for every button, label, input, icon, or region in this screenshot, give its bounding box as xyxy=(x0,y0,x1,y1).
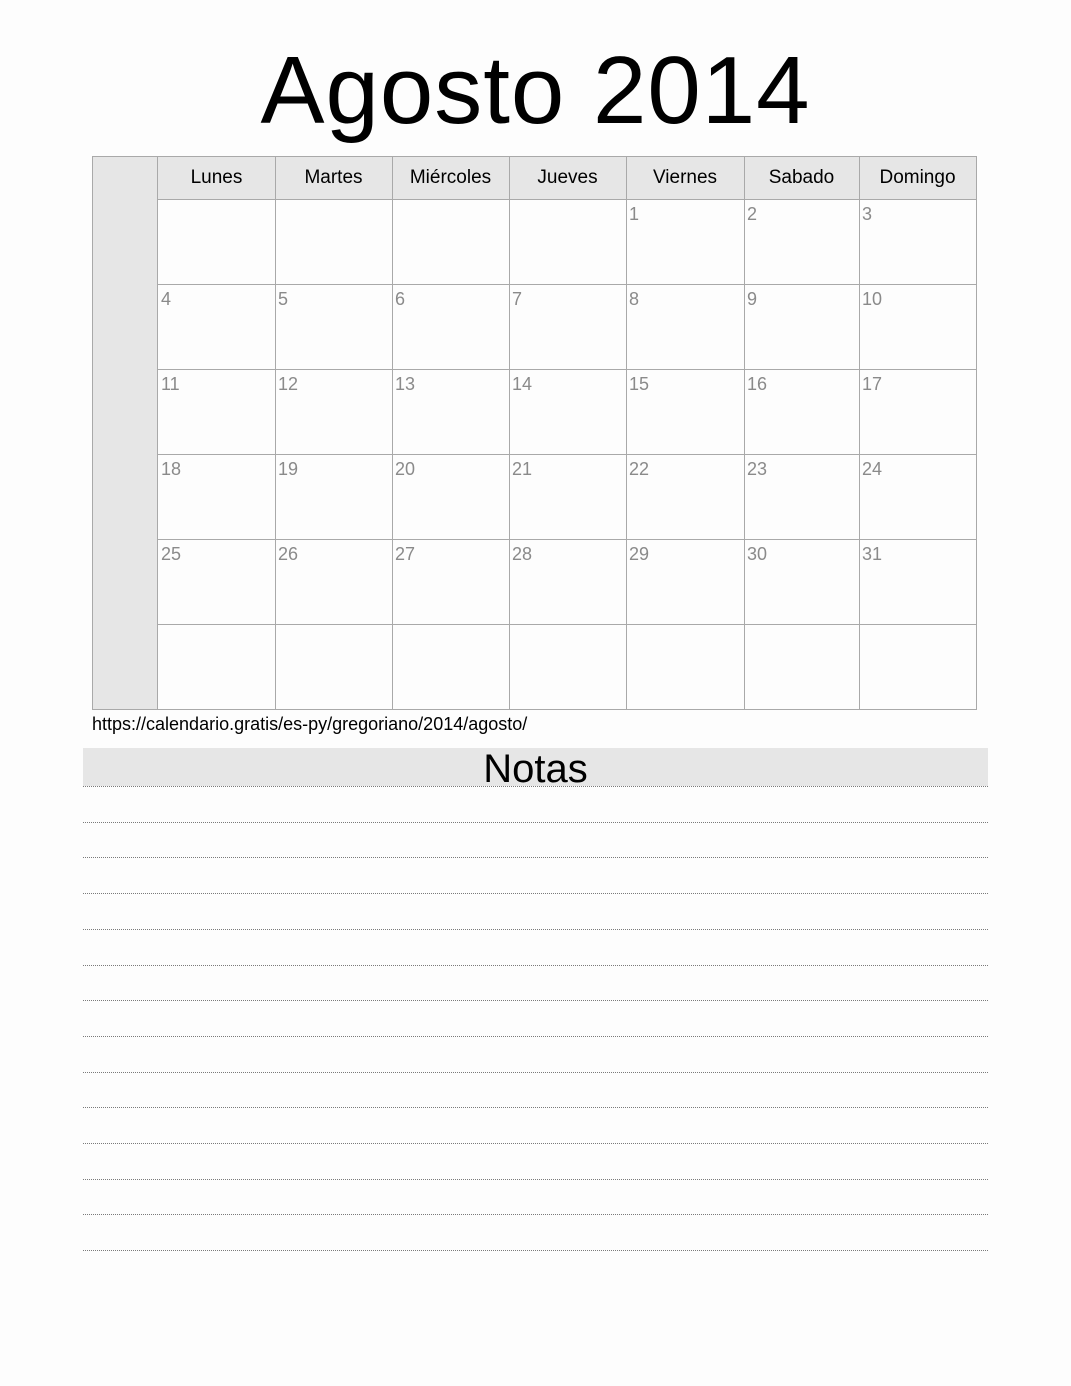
day-cell xyxy=(275,455,392,540)
week-number-column xyxy=(93,157,158,709)
day-number: 16 xyxy=(747,374,768,394)
day-cell xyxy=(275,540,392,625)
note-line[interactable] xyxy=(83,965,988,966)
column-divider xyxy=(392,157,393,709)
day-number: 31 xyxy=(862,544,883,564)
note-line[interactable] xyxy=(83,1000,988,1001)
day-cell xyxy=(626,200,744,285)
day-cell xyxy=(275,200,392,285)
day-cell xyxy=(509,455,626,540)
day-cell xyxy=(509,370,626,455)
weekday-header: Domingo xyxy=(859,157,976,200)
day-cell xyxy=(744,285,859,370)
weekday-header: Viernes xyxy=(626,157,744,200)
notes-heading: Notas xyxy=(83,748,988,786)
day-number: 22 xyxy=(629,459,650,479)
note-line[interactable] xyxy=(83,786,988,787)
day-number: 28 xyxy=(512,544,533,564)
day-cell xyxy=(275,285,392,370)
column-divider xyxy=(275,157,276,709)
day-number: 12 xyxy=(278,374,299,394)
day-cell xyxy=(158,540,275,625)
day-cell xyxy=(509,200,626,285)
calendar-days xyxy=(158,157,976,709)
note-line[interactable] xyxy=(83,1250,988,1251)
source-url[interactable]: https://calendario.gratis/es-py/gregoriano/2014/agosto/ xyxy=(92,714,528,734)
day-cell xyxy=(626,625,744,710)
note-line[interactable] xyxy=(83,1107,988,1108)
day-number: 5 xyxy=(278,289,289,309)
day-cell xyxy=(859,285,976,370)
day-cell xyxy=(158,455,275,540)
column-divider xyxy=(859,157,860,709)
day-cell xyxy=(744,540,859,625)
day-cell xyxy=(509,540,626,625)
column-divider xyxy=(744,157,745,709)
day-number: 1 xyxy=(629,204,640,224)
day-cell xyxy=(859,540,976,625)
note-line[interactable] xyxy=(83,1036,988,1037)
note-line[interactable] xyxy=(83,1179,988,1180)
day-number: 2 xyxy=(747,204,758,224)
weekday-header: Martes xyxy=(275,157,392,200)
note-line[interactable] xyxy=(83,1214,988,1215)
day-cell xyxy=(626,455,744,540)
weekday-header: Lunes xyxy=(158,157,275,200)
column-divider xyxy=(626,157,627,709)
day-cell xyxy=(275,370,392,455)
day-number: 18 xyxy=(161,459,182,479)
day-cell xyxy=(744,370,859,455)
day-cell xyxy=(626,540,744,625)
day-number: 10 xyxy=(862,289,883,309)
day-number: 19 xyxy=(278,459,299,479)
day-cell xyxy=(744,455,859,540)
day-number: 15 xyxy=(629,374,650,394)
note-line[interactable] xyxy=(83,1143,988,1144)
day-number: 21 xyxy=(512,459,533,479)
note-line[interactable] xyxy=(83,822,988,823)
day-cell xyxy=(392,370,509,455)
day-number: 23 xyxy=(747,459,768,479)
day-number: 24 xyxy=(862,459,883,479)
day-cell xyxy=(859,370,976,455)
weekday-header: Jueves xyxy=(509,157,626,200)
day-cell xyxy=(859,200,976,285)
day-number: 25 xyxy=(161,544,182,564)
day-number: 7 xyxy=(512,289,523,309)
weekday-header: Sabado xyxy=(744,157,859,200)
weekday-header: Miércoles xyxy=(392,157,509,200)
day-number: 20 xyxy=(395,459,416,479)
note-line[interactable] xyxy=(83,929,988,930)
day-cell xyxy=(509,625,626,710)
day-cell xyxy=(392,625,509,710)
day-cell xyxy=(392,455,509,540)
day-cell xyxy=(859,625,976,710)
day-cell xyxy=(626,370,744,455)
day-cell xyxy=(859,455,976,540)
day-cell xyxy=(744,200,859,285)
note-line[interactable] xyxy=(83,1072,988,1073)
day-cell xyxy=(158,200,275,285)
day-number: 30 xyxy=(747,544,768,564)
day-number: 6 xyxy=(395,289,406,309)
column-divider xyxy=(509,157,510,709)
page-title: Agosto 2014 xyxy=(260,37,811,144)
note-line[interactable] xyxy=(83,857,988,858)
day-number: 3 xyxy=(862,204,873,224)
day-number: 27 xyxy=(395,544,416,564)
day-number: 17 xyxy=(862,374,883,394)
day-number: 11 xyxy=(161,374,180,394)
day-number: 8 xyxy=(629,289,640,309)
day-number: 26 xyxy=(278,544,299,564)
day-cell xyxy=(392,285,509,370)
day-number: 9 xyxy=(747,289,758,309)
day-cell xyxy=(626,285,744,370)
day-number: 13 xyxy=(395,374,416,394)
day-cell xyxy=(392,540,509,625)
day-number: 29 xyxy=(629,544,650,564)
day-number: 4 xyxy=(161,289,172,309)
day-number: 14 xyxy=(512,374,533,394)
day-cell xyxy=(392,200,509,285)
day-cell xyxy=(158,370,275,455)
day-cell xyxy=(744,625,859,710)
day-cell xyxy=(158,625,275,710)
day-cell xyxy=(275,625,392,710)
day-cell xyxy=(509,285,626,370)
note-line[interactable] xyxy=(83,893,988,894)
calendar-grid xyxy=(92,156,977,710)
day-cell xyxy=(158,285,275,370)
